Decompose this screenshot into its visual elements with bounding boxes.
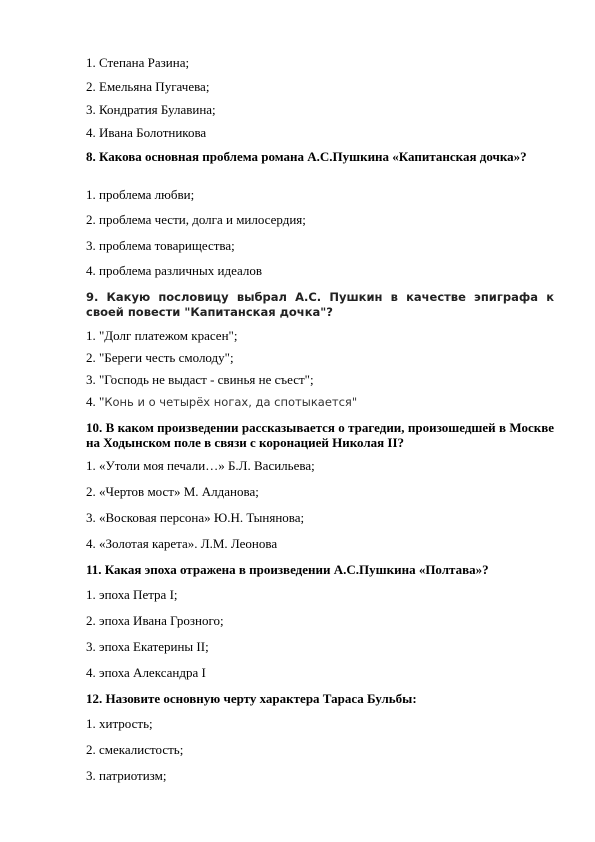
q7-option-3: 3. Кондратия Булавина; xyxy=(86,102,216,117)
q9-option-4-prefix: 4. " xyxy=(86,394,105,409)
q9-option-2: 2. "Береги честь смолоду"; xyxy=(86,350,234,365)
q10-option-4: 4. «Золотая карета». Л.М. Леонова xyxy=(86,536,278,551)
q11-option-1: 1. эпоха Петра I; xyxy=(86,587,178,602)
q11-option-3: 3. эпоха Екатерины II; xyxy=(86,639,209,654)
q9-option-1: 1. "Долг платежом красен"; xyxy=(86,328,238,343)
q10-option-3: 3. «Восковая персона» Ю.Н. Тынянова; xyxy=(86,510,305,525)
q9-option-4 xyxy=(86,394,554,410)
q10-option-1: 1. «Утоли моя печали…» Б.Л. Васильева; xyxy=(86,458,315,473)
q7-option-2: 2. Емельяна Пугачева; xyxy=(86,79,210,94)
q8-title: 8. Какова основная проблема романа А.С.Пушкина «Капитанская дочка»? xyxy=(86,149,527,164)
q8-option-3: 3. проблема товарищества; xyxy=(86,238,235,253)
q8-option-4: 4. проблема различных идеалов xyxy=(86,263,263,278)
q9-option-3: 3. "Господь не выдаст - свинья не съест"; xyxy=(86,372,314,387)
q10-option-2: 2. «Чертов мост» М. Алданова; xyxy=(86,484,259,499)
q9-title: 9. Какую пословицу выбрал А.С. Пушкин в качестве эпиграфа к своей повести "Капитанская дочка"? xyxy=(86,290,554,319)
q8-option-1: 1. проблема любви; xyxy=(86,187,195,202)
q7-option-1: 1. Степана Разина; xyxy=(86,55,190,70)
q11-option-2: 2. эпоха Ивана Грозного; xyxy=(86,613,224,628)
q12-title: 12. Назовите основную черту характера Тараса Бульбы: xyxy=(86,691,417,706)
q10-title: 10. В каком произведении рассказывается о трагедии, произошедшей в Москве на Ходынском поле в связи с коронацией Николая II? xyxy=(86,420,554,450)
q12-option-2: 2. смекалистость; xyxy=(86,742,184,757)
q11-option-4: 4. эпоха Александра I xyxy=(86,665,206,680)
q12-option-3: 3. патриотизм; xyxy=(86,768,167,783)
q9-option-4-text: Конь и о четырёх ногах, да спотыкается" xyxy=(104,395,358,409)
q12-option-1: 1. хитрость; xyxy=(86,716,153,731)
q8-option-2: 2. проблема чести, долга и милосердия; xyxy=(86,212,306,227)
q7-option-4: 4. Ивана Болотникова xyxy=(86,125,207,140)
q11-title: 11. Какая эпоха отражена в произведении А.С.Пушкина «Полтава»? xyxy=(86,562,489,577)
